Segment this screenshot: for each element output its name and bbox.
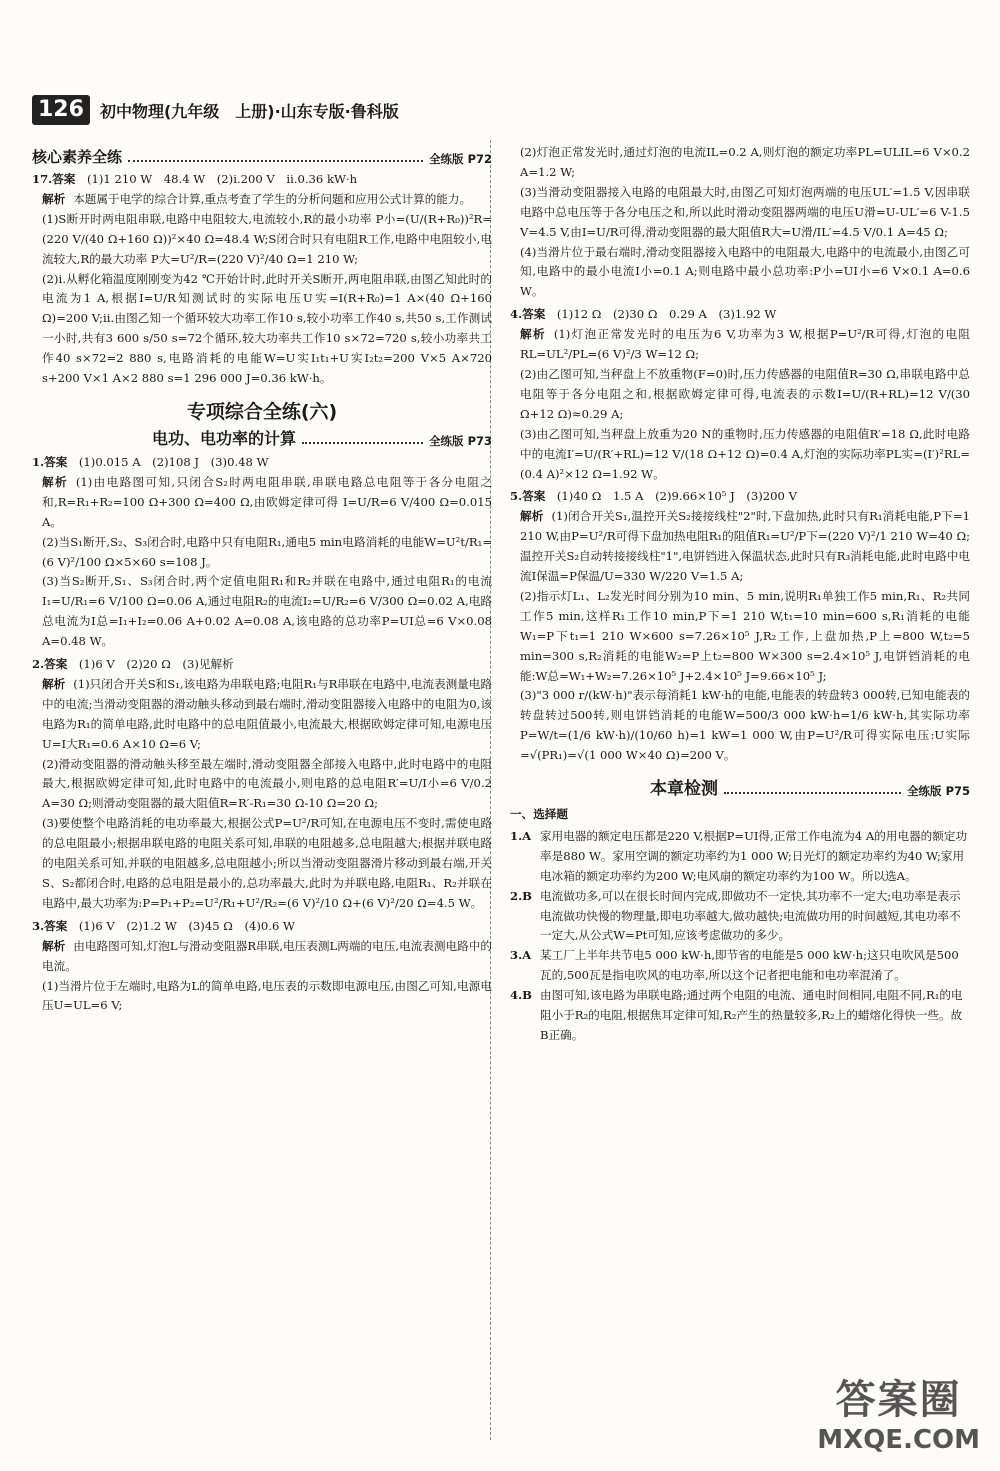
analysis-line: (2)由乙图可知,当秤盘上不放重物(F=0)时,压力传感器的电阻值R=30 Ω,串联电路中总电阻等于各分电阻之和,根据欧姆定律可得,电流表的示数I=U/(R+RL)=12 V/(30 Ω+12 Ω)≈0.29 A; — [520, 366, 970, 421]
answer-label: 5.答案 — [510, 489, 546, 504]
leader-dots — [128, 160, 423, 162]
leader-dots — [724, 792, 901, 794]
answer-block-17 — [32, 170, 492, 389]
watermark-corner — [817, 1368, 980, 1455]
chapter-test-heading — [650, 774, 970, 799]
analysis-tag: 解析 — [520, 327, 546, 342]
answer-label: 17.答案 — [32, 172, 76, 186]
answer-block-4 — [510, 305, 970, 484]
analysis-line: (1)闭合开关S₁,温控开关S₂接接线柱"2"时,下盘加热,此时只有R₁消耗电能,P下=1 210 W,由P=U²/R可得下盘加热电阻R₁的阻值R₁=U²/P下=(220 V)²/1 210 W=40 Ω;温控开关S₂自动转接接线柱"1",电饼铛进入保温状态,此时只有R₃消耗电能,此时电路中电流I保温=P保温/U=330 W/220 V=1.5 A; — [520, 509, 970, 584]
subsection-title: 电功、电功率的计算 — [152, 428, 297, 448]
mc-explanation: 电流做功多,可以在很长时间内完成,即做功不一定快,其功率不一定大;电功率是表示电流做功快慢的物理量,即电功率越大,做功越快;电流做功用的时间越短,其电功率不一定大,从公式W=Pt可知,应该考虑做功的多少。 — [540, 888, 961, 943]
page-number: 126 — [32, 95, 90, 125]
answer-block-2 — [32, 655, 492, 914]
answer-label: 2.答案 — [32, 657, 68, 672]
analysis-line: (2)滑动变阻器的滑动触头移至最左端时,滑动变阻器全部接入电路中,此时电路中的电阻最大,根据欧姆定律可知,此时电路中的电流最小,则电路的总电阻R′=U/I小=6 V/0.2 A=30 Ω;则滑动变阻器的最大阻值R=R′-R₁=30 Ω-10 Ω=20 Ω; — [42, 756, 492, 811]
analysis-line: 由电路图可知,灯泡L与滑动变阻器R串联,电压表测L两端的电压,电流表测电路中的电流。 — [42, 938, 492, 973]
answer-label: 3.答案 — [32, 918, 68, 933]
analysis-line: (2)当S₁断开,S₂、S₃闭合时,电路中只有电阻R₁,通电5 min电路消耗的电能W=U²t/R₁=(6 V)²/100 Ω×5×60 s=108 J。 — [42, 534, 492, 569]
mc-item — [510, 887, 970, 947]
page-header — [32, 93, 399, 127]
chapter-test-heading-row — [510, 774, 970, 801]
answer-text: (1)40 Ω 1.5 A (2)9.66×10⁵ J (3)200 V — [556, 489, 797, 504]
analysis-line: (3)当滑动变阻器接入电路的电阻最大时,由图乙可知灯泡两端的电压UL′=1.5 V,因串联电路中总电压等于各分电压之和,所以此时滑动变阻器两端的电压U滑=U-UL′=6 V-1.5 V=4.5 V,由I=U/R可得,滑动变阻器的最大阻值R大=U滑/IL′=4.5 V/0.1 A=45 Ω; — [520, 184, 970, 239]
answer-block-3 — [32, 917, 492, 1017]
left-column — [32, 140, 492, 1016]
answer-label: 1.答案 — [32, 454, 68, 469]
answer-text: (1)6 V (2)20 Ω (3)见解析 — [78, 657, 234, 672]
analysis-line: (2)指示灯L₁、L₂发光时间分别为10 min、5 min,说明R₁单独工作5 min,R₁、R₂共同工作5 min,这样R₁工作10 min,P下=1 210 W,t₁=10 min=600 s,R₁消耗的电能W₁=P下t₁=1 210 W×600 s=7.26×10⁵ J,R₂工作,上盘加热,P上=800 W,t₂=5 min=300 s,R₂消耗的电能W₂=P上t₂=800 W×300 s=2.4×10⁵ J,电饼铛消耗的电能:W总=W₁+W₂=7.26×10⁵ J+2.4×10⁵ J=9.66×10⁵ J; — [520, 588, 970, 683]
mc-number: 2.B — [510, 888, 532, 903]
right-column — [510, 140, 970, 1046]
special-section-title: 专项综合全练(六) — [186, 400, 338, 423]
answer-text: (1)12 Ω (2)30 Ω 0.29 A (3)1.92 W — [556, 307, 777, 322]
analysis-line: (1)当滑片位于左端时,电路为L的简单电路,电压表的示数即电源电压,由图乙可知,电源电压U=UL=6 V; — [42, 978, 492, 1013]
mc-number: 1.A — [510, 828, 532, 843]
analysis-line: 本题属于电学的综合计算,重点考查了学生的分析问题和应用公式计算的能力。 — [73, 191, 472, 206]
analysis-tag: 解析 — [42, 474, 68, 489]
section-title: 本章检测 — [650, 779, 718, 800]
analysis-line: (3)当S₂断开,S₁、S₃闭合时,两个定值电阻R₁和R₂并联在电路中,通过电阻R₁的电流I₁=U/R₁=6 V/100 Ω=0.06 A,通过电阻R₂的电流I₂=U/R₂=6 V/300 Ω=0.02 A,电路总电流为I总=I₁+I₂=0.06 A+0.02 A=0.08 A,该电路的总功率P=UI总=6 V×0.08 A=0.48 W。 — [42, 574, 492, 649]
answer-text: (1)6 V (2)1.2 W (3)45 Ω (4)0.6 W — [78, 918, 295, 933]
answer-text: (1)1 210 W 48.4 W (2)ⅰ.200 V ⅱ.0.36 kW·h — [86, 172, 358, 186]
watermark-logo: 答案圈 — [835, 1377, 962, 1423]
analysis-tag: 解析 — [42, 191, 66, 206]
mc-item — [510, 986, 970, 1046]
mc-number: 4.B — [510, 988, 532, 1003]
mc-explanation: 家用电器的额定电压都是220 V,根据P=UI得,正常工作电流为4 A的用电器的额定功率是880 W。家用空调的额定功率约为1 000 W;日光灯的额定功率约为40 W;家用电冰箱的额定功率约为200 W;电风扇的额定功率约为100 W。所以选A。 — [540, 828, 968, 883]
analysis-line: (1)只闭合开关S和S₁,该电路为串联电路;电阻R₁与R串联在电路中,电流表测量电路中的电流;当滑动变阻器的滑动触头移动到最右端时,滑动变阻器接入电路中的电阻为0,该电路为R₁的简单电路,此时电路中的总电阻值最小,电流最大,根据欧姆定律可知,电源电压U=I大R₁=0.6 A×10 Ω=6 V; — [42, 676, 492, 751]
mc-item — [510, 946, 970, 986]
watermark-url: MXQE.COM — [817, 1425, 980, 1455]
answer-block-5 — [510, 487, 970, 766]
section-ref: 全练版 P72 — [429, 152, 492, 166]
answer-text: (1)0.015 A (2)108 J (3)0.48 W — [78, 454, 269, 469]
analysis-line: (4)当滑片位于最右端时,滑动变阻器接入电路中的电阻最大,电路中的电流最小,由图乙可知,电路中的最小电流I小=0.1 A;则电路中最小总功率:P小=UI小=6 V×0.1 A=0.6 W。 — [520, 244, 970, 299]
mc-number: 3.A — [510, 948, 532, 963]
answer-block-3-continued — [510, 143, 970, 302]
section-heading-core — [32, 146, 492, 167]
subsection-heading — [152, 426, 492, 449]
section-ref: 全练版 P73 — [429, 433, 492, 448]
analysis-line: (3)要使整个电路消耗的电功率最大,根据公式P=U²/R可知,在电源电压不变时,需使电路的总电阻最小;根据串联电路的电阻关系可知,串联的电阻越多,总电阻越大;根据并联电路的电阻关系可知,并联的电阻越多,总电阻越小;所以当滑动变阻器滑片移动到最右端,开关S、S₂都闭合时,电路的总电阻是最小的,总功率最大,此时为并联电路,电阻R₁、R₂并联在电路中,最大功率为:P=P₁+P₂=U²/R₁+U²/R₂=(6 V)²/10 Ω+(6 V)²/20 Ω=4.5 W。 — [42, 816, 492, 910]
book-title: 初中物理(九年级 上册)·山东专版·鲁科版 — [99, 101, 399, 121]
multiple-choice-heading: 一、选择题 — [510, 807, 568, 821]
analysis-line: (2)灯泡正常发光时,通过灯泡的电流IL=0.2 A,则灯泡的额定功率PL=ULIL=6 V×0.2 A=1.2 W; — [520, 145, 970, 179]
mc-item — [510, 827, 970, 887]
analysis-line: (3)由乙图可知,当秤盘上放重为20 N的重物时,压力传感器的电阻值R′=18 Ω,此时电路中的电流I′=U/(R′+RL)=12 V/(18 Ω+12 Ω)=0.4 A,灯泡的实际功率PL实=(I′)²RL=(0.4 A)²×12 Ω=1.92 W。 — [520, 426, 970, 481]
analysis-tag: 解析 — [42, 938, 66, 953]
analysis-line: (3)"3 000 r/(kW·h)"表示每消耗1 kW·h的电能,电能表的转盘转3 000转,已知电能表的转盘转过500转,则电饼铛消耗的电能W=500/3 000 kW·h=1/6 kW·h,其实际功率P=W/t=(1/6 kW·h)/(10/60 h)=1 kW=1 000 W,由P=U²/R可得实际电压:U实际=√(PR₁)=√(1 000 W×40 Ω)=200 V。 — [520, 688, 970, 763]
section-title: 核心素养全练 — [32, 148, 123, 166]
analysis-line: (1)由电路图可知,只闭合S₂时两电阻串联,串联电路总电阻等于各分电阻之和,R=R₁+R₂=100 Ω+300 Ω=400 Ω,由欧姆定律可得 I=U/R=6 V/400 Ω=0.015 A。 — [42, 474, 492, 529]
section-ref: 全练版 P75 — [907, 784, 970, 799]
answer-block-1 — [32, 453, 492, 652]
answer-label: 4.答案 — [510, 307, 546, 322]
analysis-tag: 解析 — [42, 676, 66, 691]
analysis-line: (1)灯泡正常发光时的电压为6 V,功率为3 W,根据P=U²/R可得,灯泡的电阻RL=UL²/PL=(6 V)²/3 W=12 Ω; — [520, 327, 970, 362]
analysis-line: (1)S断开时两电阻串联,电路中电阻较大,电流较小,R的最小功率 P小=(U/(R+R₀))²R=(220 V/(40 Ω+160 Ω))²×40 Ω=48.4 W;S闭合时只有电阻R工作,电路中电阻较小,电流较大,R的最大功率 P大=U²/R=(220 V)²/40 Ω=1 210 W; — [42, 211, 492, 266]
mc-explanation: 某工厂上半年共节电5 000 kW·h,即节省的电能是5 000 kW·h;这只电吹风是500瓦的,500瓦是指电吹风的电功率,所以这个记者把电能和电功率混淆了。 — [540, 948, 959, 983]
mc-explanation: 由图可知,该电路为串联电路;通过两个电阻的电流、通电时间相同,电阻不同,R₁的电阻小于R₂的电阻,根据焦耳定律可知,R₂产生的热量较多,R₂上的蜡熔化得快一些。故B正确。 — [540, 988, 963, 1042]
analysis-line: (2)ⅰ.从孵化箱温度刚刚变为42 ℃开始计时,此时开关S断开,两电阻串联,由图乙知此时的电流为1 A,根据I=U/R知测试时的实际电压U实=I(R+R₀)=1 A×(40 Ω+160 Ω)=200 V;ⅱ.由图乙知一个循环较大功率工作10 s,较小功率工作40 s,共50 s,工作测试一小时,共有3 600 s/50 s=72个循环,较大功率共工作10 s×72=720 s,较小功率共工作40 s×72=2 880 s,电路消耗的电能W=U实I₁t₁+U实I₂t₂=200 V×5 A×720 s+200 V×1 A×2 880 s=1 296 000 J=0.36 kW·h。 — [42, 271, 492, 386]
analysis-tag: 解析 — [520, 509, 544, 524]
leader-dots — [302, 442, 423, 444]
